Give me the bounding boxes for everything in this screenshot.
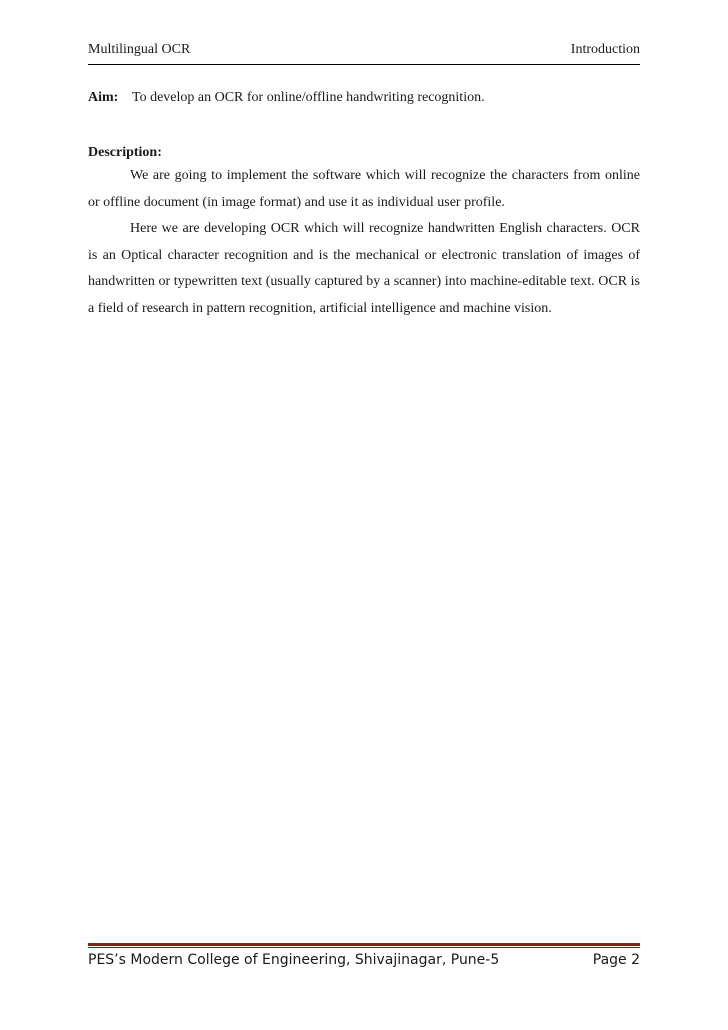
page-content	[88, 88, 640, 322]
aim-label: Aim:	[88, 90, 119, 105]
footer-page-number: Page 2	[592, 952, 640, 968]
aim-row	[88, 88, 640, 108]
header-section-title: Introduction	[570, 42, 640, 57]
footer-divider-thin	[88, 947, 640, 948]
aim-text: To develop an OCR for online/offline handwriting recognition.	[132, 90, 485, 105]
description-paragraph-1: We are going to implement the software which will recognize the characters from online or offline document (in image format) and use it as individual user profile.	[88, 168, 640, 210]
footer-divider-thick	[88, 943, 640, 946]
description-paragraph-2: Here we are developing OCR which will recognize handwritten English characters. OCR is an Optical character recognition and is the mechanical or electronic translation of images of handwritten or typewritten text (usually captured by a scanner) into machine-editable text. OCR is a field of research in pattern recognition, artificial intelligence and machine vision.	[88, 221, 640, 316]
description-heading: Description:	[88, 145, 162, 160]
page-header	[88, 42, 640, 65]
footer-institution: PES’s Modern College of Engineering, Shivajinagar, Pune-5	[88, 952, 500, 968]
header-document-title: Multilingual OCR	[88, 42, 191, 57]
